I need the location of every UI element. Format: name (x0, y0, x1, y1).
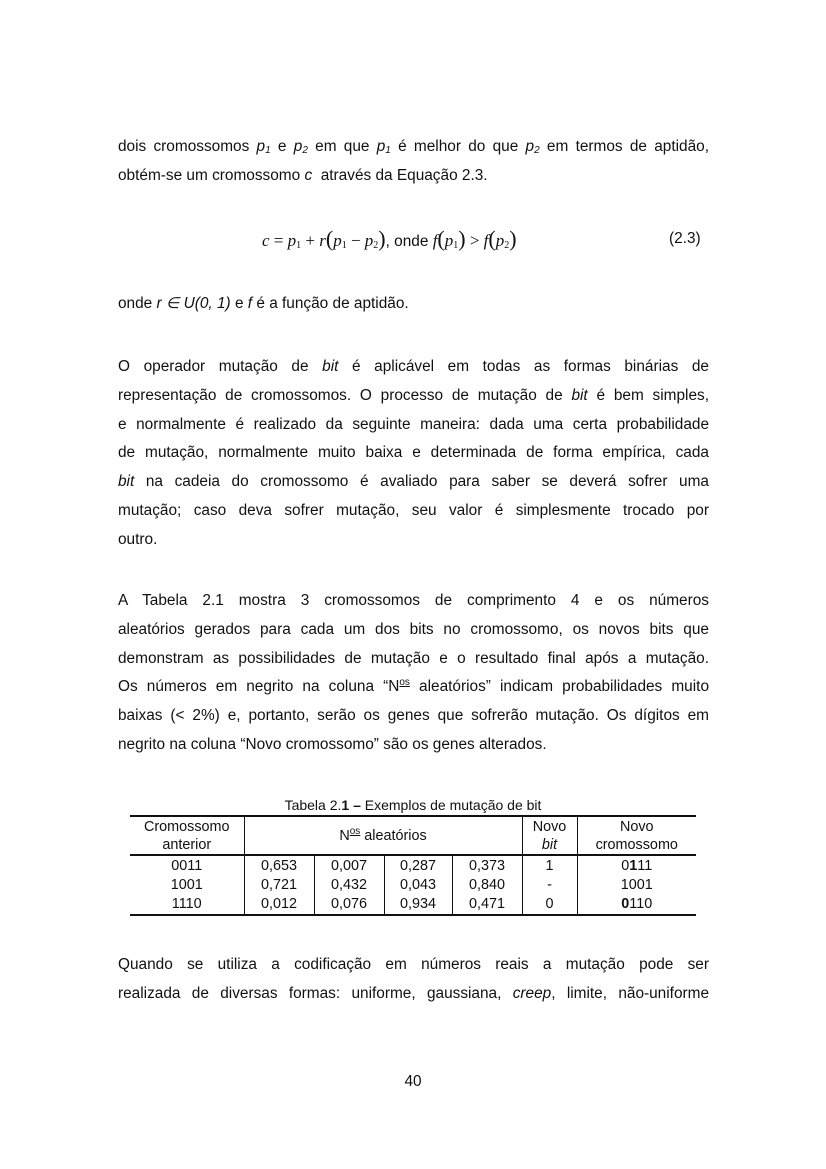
equation-2-3: $c = p_1 + r(p_1 - p_2)$, onde $f(p_1) > f(p_2)$ (262, 226, 517, 251)
cell-numero: 0,840 (452, 876, 522, 895)
cell-numero: 0,721 (244, 876, 314, 895)
paragraph-codificacao-reais (118, 951, 709, 1009)
header-novo-bit: Novo bit (522, 816, 577, 855)
table-caption: Tabela 2.1 – Exemplos de mutação de bit (284, 797, 542, 813)
line: mutação; caso deva sofrer mutação, seu valor é simplesmente trocado por (118, 501, 709, 519)
paragraph-intro (118, 133, 709, 191)
equation-number: (2.3) (669, 230, 701, 247)
line: outro. (118, 530, 158, 548)
cell-numero: 0,076 (314, 895, 384, 915)
line: realizada de diversas formas: uniforme, gaussiana, creep, limite, não-uniforme (118, 984, 710, 1002)
paragraph-mutacao-bit (118, 353, 709, 555)
cell-novo-bit: - (522, 876, 577, 895)
cell-numero: 0,653 (244, 855, 314, 876)
line: O operador mutação de bit é aplicável em todas as formas binárias de (118, 358, 709, 375)
line: baixas (< 2%) e, portanto, serão os genes que sofrerão mutação. Os dígitos em (118, 707, 709, 725)
cell-cromossomo: 0011 (130, 855, 244, 876)
line: onde r ∈ U(0, 1) e f é a função de aptidão. (118, 295, 409, 312)
cell-numero: 0,012 (244, 895, 314, 915)
cell-numero: 0,471 (452, 895, 522, 915)
header-numeros-aleatorios: $N^{os}$ aleatórios (244, 816, 522, 855)
cell-numero: 0,432 (314, 876, 384, 895)
cell-cromossomo: 1001 (130, 876, 244, 895)
table-header-row (130, 816, 696, 855)
cell-cromossomo: 1110 (130, 895, 244, 915)
cell-novo-cromossomo: 0110 (621, 896, 653, 912)
cell-numero: 0,934 (384, 895, 452, 915)
line: dois cromossomos $p_1$ e $p_2$ em que $p_1$ é melhor do que $p_2$ em termos de aptidão, (118, 138, 710, 156)
line: de mutação, normalmente muito baixa e determinada de forma empírica, cada (118, 444, 709, 462)
mutation-table (130, 815, 696, 916)
cell-numero: 0,043 (384, 876, 452, 895)
line: negrito na coluna “Novo cromossomo” são os genes alterados. (118, 735, 547, 753)
table-row (130, 876, 696, 895)
line: demonstram as possibilidades de mutação e o resultado final após a mutação. (118, 649, 709, 667)
cell-numero: 0,007 (314, 855, 384, 876)
table-row (130, 895, 696, 915)
paragraph-onde (118, 290, 709, 319)
cell-novo-bit: 1 (522, 855, 577, 876)
page-number: 40 (404, 1073, 422, 1090)
paragraph-tabela (118, 587, 709, 760)
line: e normalmente é realizado da seguinte maneira: dada uma certa probabilidade (118, 415, 709, 433)
line: bit na cadeia do cromossomo é avaliado para saber se deverá sofrer uma (118, 473, 709, 491)
line: Quando se utiliza a codificação em números reais a mutação pode ser (118, 956, 709, 973)
cell-novo-cromossomo: 0111 (621, 858, 653, 874)
header-cromossomo-anterior: Cromossomo anterior (130, 816, 244, 855)
line: A Tabela 2.1 mostra 3 cromossomos de comprimento 4 e os números (118, 592, 709, 609)
table-row (130, 855, 696, 876)
cell-novo-cromossomo: 1001 (620, 877, 653, 893)
line: obtém-se um cromossomo c através da Equação 2.3. (118, 166, 488, 184)
cell-novo-bit: 0 (522, 895, 577, 915)
line: aleatórios gerados para cada um dos bits no cromossomo, os novos bits que (118, 620, 709, 638)
line: representação de cromossomos. O processo de mutação de bit é bem simples, (118, 386, 709, 404)
cell-numero: 0,287 (384, 855, 452, 876)
header-novo-cromossomo: Novo cromossomo (595, 819, 678, 853)
cell-numero: 0,373 (452, 855, 522, 876)
line: Os números em negrito na coluna “$N^{os}$ aleatórios” indicam probabilidades muito (118, 677, 709, 696)
